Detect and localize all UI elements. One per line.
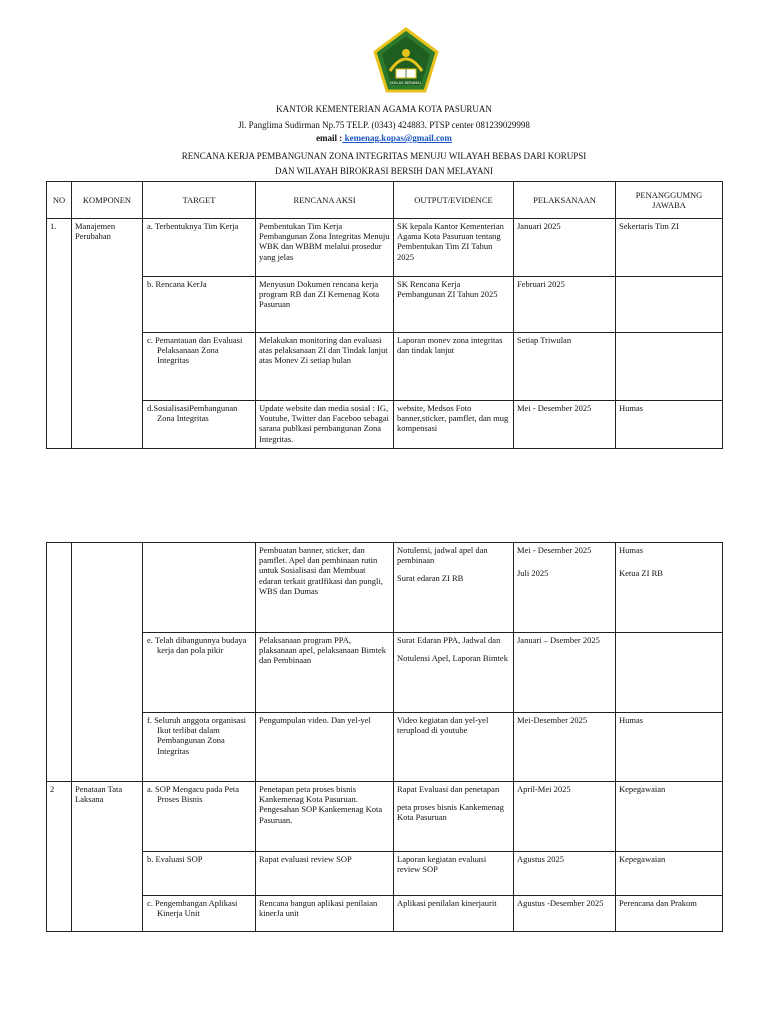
office-name: KANTOR KEMENTERIAN AGAMA KOTA PASURUAN (276, 104, 492, 114)
col-pelaksanaan: PELAKSANAAN (514, 182, 616, 219)
table-row (47, 219, 723, 277)
kemenag-logo (372, 27, 440, 95)
office-address: Jl. Panglima Sudirman Np.75 TELP. (0343) 424883. PTSP center 081239029998 (238, 120, 530, 130)
email-label: email : (316, 133, 343, 143)
cell-rencana: Pengumpulan video. Dan yel-yel (256, 713, 394, 782)
cell-pelaksanaan: Agustus 2025 (514, 852, 616, 896)
cell-pelaksanaan (514, 543, 616, 633)
table-row (47, 633, 723, 713)
cell-pelaksanaan: Mei-Desember 2025 (514, 713, 616, 782)
table-row (47, 333, 723, 401)
cell-target: c. Pengembangan Aplikasi Kinerja Unit (143, 896, 256, 932)
cell-pj-line: Humas (619, 545, 644, 555)
cell-output: Aplikasi penilalan kinerjaurit (394, 896, 514, 932)
cell-target: d.SosialisasiPembangunan Zona Integritas (143, 401, 256, 449)
cell-output-line: Notulensi Apel, Laporan Bimtek (397, 653, 508, 664)
cell-rencana: Melakukan monitoring dan evaluasi atas pelaksanaan ZI dan Tindak lanjut atas Monev Zi setiap bulan (256, 333, 394, 401)
table-header-row (47, 182, 723, 219)
cell-no: 1. (47, 219, 72, 449)
col-komponen: KOMPONEN (72, 182, 143, 219)
cell-rencana: Penetapan peta proses bisnis Kankemenag Kota Pasuruan. Pengesahan SOP Kankemenag Kota Pasuruan. (256, 782, 394, 852)
cell-output-line: Surat edaran ZI RB (397, 573, 464, 584)
cell-target (143, 543, 256, 633)
cell-output-line: Surat Edaran PPA, Jadwal dan (397, 635, 501, 645)
cell-komponen: Manajemen Perubahan (72, 219, 143, 449)
work-plan-table-1 (46, 181, 723, 449)
cell-komponen (72, 543, 143, 782)
cell-pj (616, 633, 723, 713)
cell-output: Laporan kegiatan evaluasi review SOP (394, 852, 514, 896)
cell-target: a. SOP Mengacu pada Peta Proses Bisnis (143, 782, 256, 852)
cell-output (394, 543, 514, 633)
cell-pelaksanaan: Februari 2025 (514, 277, 616, 333)
cell-rencana: Rencana bangun aplikasi penilaian kinerJa unit (256, 896, 394, 932)
cell-output: website, Medsos Foto banner,sticker, pamflet, dan mug kompensasi (394, 401, 514, 449)
cell-target: b. Evaluasi SOP (143, 852, 256, 896)
cell-pj: Perencana dan Prakom (616, 896, 723, 932)
table-row (47, 782, 723, 852)
table-row (47, 852, 723, 896)
cell-output: SK kepala Kantor Kementerian Agama Kota Pasuruan tentang Pembentukan Tim ZI Tahun 2025 (394, 219, 514, 277)
cell-pelaksanaan-line: Mei - Desember 2025 (517, 545, 592, 555)
cell-target: e. Telah dibangunnya budaya kerja dan pola pikir (143, 633, 256, 713)
cell-target: a. Terbentuknya Tim Kerja (143, 219, 256, 277)
cell-output: SK Rencana Kerja Pembangunan ZI Tahun 2025 (394, 277, 514, 333)
cell-rencana: Pembentukan Tim Kerja Pembangunan Zona Integritas Menuju WBK dan WBBM melalui prosedur yang jelas (256, 219, 394, 277)
cell-pelaksanaan: Mei - Desember 2025 (514, 401, 616, 449)
cell-target: b. Rencana KerJa (143, 277, 256, 333)
cell-pj-line: Ketua ZI RB (619, 568, 663, 579)
cell-rencana: Pembuatan banner, sticker, dan pamflet. Apel dan pembinaan rutin untuk Sosialisasi dan Membuat edaran terkait gratIfikasi dan pungli, WBS dan Dumas (256, 543, 394, 633)
cell-target: c. Pemantauan dan Evaluasi Pelaksanaan Zona Integritas (143, 333, 256, 401)
table-row (47, 896, 723, 932)
col-target: TARGET (143, 182, 256, 219)
cell-rencana: Pelaksanaan program PPA, plaksanaan apel, pelaksanaan Bimtek dan Pembinaan (256, 633, 394, 713)
cell-output-line: Notulensi, jadwal apel dan pembinaan (397, 545, 488, 566)
cell-pelaksanaan: Agustus -Desember 2025 (514, 896, 616, 932)
cell-output-line: Rapat Evaluasi dan penetapan (397, 784, 500, 794)
cell-rencana: Menyusun Dokumen rencana kerja program RB dan ZI Kemenag Kota Pasuruan (256, 277, 394, 333)
cell-pj (616, 277, 723, 333)
email-link[interactable]: kemenag.kopas@gmail.com (342, 133, 452, 143)
cell-no: 2 (47, 782, 72, 932)
cell-pelaksanaan: April-Mei 2025 (514, 782, 616, 852)
col-penanggung-jawab: PENANGGUMNG JAWABA (616, 182, 723, 219)
cell-komponen: Penataan Tata Laksana (72, 782, 143, 932)
cell-pj (616, 333, 723, 401)
table-row (47, 401, 723, 449)
office-email-line (0, 133, 768, 144)
col-rencana-aksi: RENCANA AKSI (256, 182, 394, 219)
cell-rencana: Rapat evaluasi review SOP (256, 852, 394, 896)
cell-pelaksanaan: Januari – Dsember 2025 (514, 633, 616, 713)
cell-output (394, 633, 514, 713)
cell-pelaksanaan: Setiap Triwulan (514, 333, 616, 401)
table-row (47, 713, 723, 782)
cell-output: Video kegiatan dan yel-yel terupload di youtube (394, 713, 514, 782)
cell-rencana: Update website dan media sosial : IG, Youtube, Twitter dan Faceboo sebagai sarana publkasi pembangunan Zona Integritas. (256, 401, 394, 449)
col-output: OUTPUT/EVIDENCE (394, 182, 514, 219)
cell-pj (616, 543, 723, 633)
logo-text: IKHLAS BERAMAL (390, 81, 422, 85)
cell-pj: Sekertaris Tim ZI (616, 219, 723, 277)
col-no: NO (47, 182, 72, 219)
cell-pelaksanaan: Januari 2025 (514, 219, 616, 277)
table-row (47, 277, 723, 333)
cell-pj: Humas (616, 401, 723, 449)
doc-title-line2: DAN WILAYAH BIROKRASI BERSIH DAN MELAYANI (275, 166, 493, 176)
cell-output: Laporan monev zona integritas dan tindak lanjut (394, 333, 514, 401)
cell-output (394, 782, 514, 852)
table-row (47, 543, 723, 633)
cell-output-line: peta proses bisnis Kankemenag Kota Pasuruan (397, 802, 504, 823)
doc-title-line1: RENCANA KERJA PEMBANGUNAN ZONA INTEGRITAS MENUJU WILAYAH BEBAS DARI KORUPSI (181, 151, 587, 161)
cell-pj: Kepegawaian (616, 782, 723, 852)
cell-pj: Kepegawaian (616, 852, 723, 896)
cell-pelaksanaan-line: Juli 2025 (517, 568, 549, 579)
work-plan-table-2 (46, 542, 723, 932)
cell-target: f. Seluruh anggota organisasi Ikut terlibat dalam Pembangunan Zona Integritas (143, 713, 256, 782)
cell-no (47, 543, 72, 782)
cell-pj: Humas (616, 713, 723, 782)
